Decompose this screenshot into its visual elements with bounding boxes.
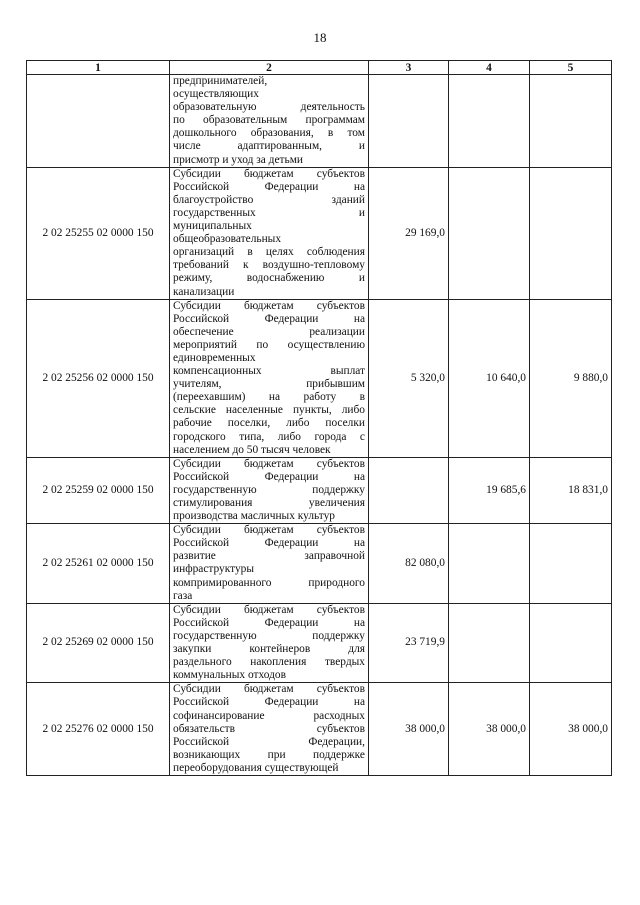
description-line: рабочие поселки, либо поселки [173,417,365,430]
description-line: общеобразовательных [173,233,282,246]
description-line: обязательств субъектов [173,722,365,735]
amount-cell-col4: 19 685,6 [449,457,530,523]
description-line: Российской Федерации на [173,470,365,483]
description-line: компенсационных выплат [173,365,365,378]
table-row [27,524,612,604]
description-line: (переехавшим) на работу в [173,391,365,404]
description-line: возникающих при поддержке [173,748,365,761]
table-row [27,457,612,523]
amount-cell-col5: 9 880,0 [530,299,612,457]
description-line: стимулирования увеличения [173,497,365,509]
description-line: канализации [173,285,235,298]
description-line: по образовательным программам [173,114,365,127]
description-cell [170,299,369,457]
description-line: Субсидии бюджетам субъектов [173,683,365,696]
description-line: осуществляющих [173,88,259,101]
budget-code-cell: 2 02 25255 02 0000 150 [27,167,170,299]
description-line: требований к воздушно-тепловому [173,259,365,272]
description-line: единовременных [173,351,256,364]
amount-cell-col3: 5 320,0 [369,299,449,457]
description-line: организаций в целях соблюдения [173,246,365,259]
description-line: государственных и [173,206,365,219]
description-line: закупки контейнеров для [173,643,365,656]
amount-cell-col3 [369,75,449,168]
table-header-row [27,61,612,75]
description-line: числе адаптированным, и [173,140,365,153]
description-line: софинансирование расходных [173,709,365,722]
description-line: Российской Федерации на [173,180,365,193]
budget-code-cell [27,75,170,168]
description-line: Субсидии бюджетам субъектов [173,299,365,312]
column-header: 2 [170,61,369,75]
budget-code-cell: 2 02 25261 02 0000 150 [27,524,170,604]
amount-cell-col5 [530,167,612,299]
description-line: государственную поддержку [173,483,365,496]
table-row [27,299,612,457]
description-line: Российской Федерации, [173,735,365,748]
table-row [27,167,612,299]
description-line: муниципальных [173,220,252,233]
amount-cell-col3 [369,457,449,523]
page-number: 18 [313,30,327,45]
description-cell [170,603,369,683]
description-line: мероприятий по осуществлению [173,338,365,351]
budget-table [26,60,612,776]
budget-code-cell: 2 02 25259 02 0000 150 [27,457,170,523]
description-line: производства масличных культур [173,510,335,523]
column-header: 1 [27,61,170,75]
description-line: Субсидии бюджетам субъектов [173,524,365,537]
description-cell [170,167,369,299]
amount-cell-col3: 29 169,0 [369,167,449,299]
description-line: городского типа, либо города с [173,430,365,443]
description-line: образовательную деятельность [173,101,365,114]
description-line: газа [173,589,193,602]
description-line: предпринимателей, [173,75,268,87]
description-line: Российской Федерации на [173,696,365,709]
description-line: Российской Федерации на [173,312,365,325]
table-row [27,683,612,776]
amount-cell-col4: 10 640,0 [449,299,530,457]
amount-cell-col5: 18 831,0 [530,457,612,523]
budget-code-cell: 2 02 25256 02 0000 150 [27,299,170,457]
description-line: населением до 50 тысяч человек [173,443,331,456]
description-line: дошкольного образования, в том [173,127,365,140]
budget-code-cell: 2 02 25276 02 0000 150 [27,683,170,776]
description-line: коммунальных отходов [173,669,286,682]
table-body [27,75,612,776]
description-line: переоборудования существующей [173,761,339,774]
table-row [27,603,612,683]
description-line: Субсидии бюджетам субъектов [173,167,365,180]
description-line: государственную поддержку [173,629,365,642]
column-header: 3 [369,61,449,75]
description-line: присмотр и уход за детьми [173,153,303,166]
description-line: Российской Федерации на [173,616,365,629]
column-header: 4 [449,61,530,75]
budget-code-cell: 2 02 25269 02 0000 150 [27,603,170,683]
amount-cell-col3: 38 000,0 [369,683,449,776]
amount-cell-col5 [530,75,612,168]
amount-cell-col5 [530,603,612,683]
amount-cell-col4 [449,524,530,604]
description-line: компримированного природного [173,576,365,589]
description-line: Субсидии бюджетам субъектов [173,603,365,616]
description-line: учителям, прибывшим [173,378,365,391]
description-line: благоустройство зданий [173,193,365,206]
amount-cell-col4: 38 000,0 [449,683,530,776]
description-line: инфраструктуры [173,563,254,576]
description-line: сельские населенные пункты, либо [173,404,365,417]
amount-cell-col3: 82 080,0 [369,524,449,604]
description-cell [170,683,369,776]
amount-cell-col4 [449,167,530,299]
description-line: режиму, водоснабжению и [173,272,365,285]
description-cell [170,524,369,604]
table-row [27,75,612,168]
amount-cell-col4 [449,603,530,683]
description-cell [170,457,369,523]
description-line: Субсидии бюджетам субъектов [173,457,365,470]
description-line: развитие заправочной [173,550,365,563]
amount-cell-col3: 23 719,9 [369,603,449,683]
column-header: 5 [530,61,612,75]
description-line: раздельного накопления твердых [173,656,365,669]
description-line: Российской Федерации на [173,537,365,550]
description-cell [170,75,369,168]
amount-cell-col4 [449,75,530,168]
amount-cell-col5 [530,524,612,604]
description-line: обеспечение реализации [173,325,365,338]
amount-cell-col5: 38 000,0 [530,683,612,776]
